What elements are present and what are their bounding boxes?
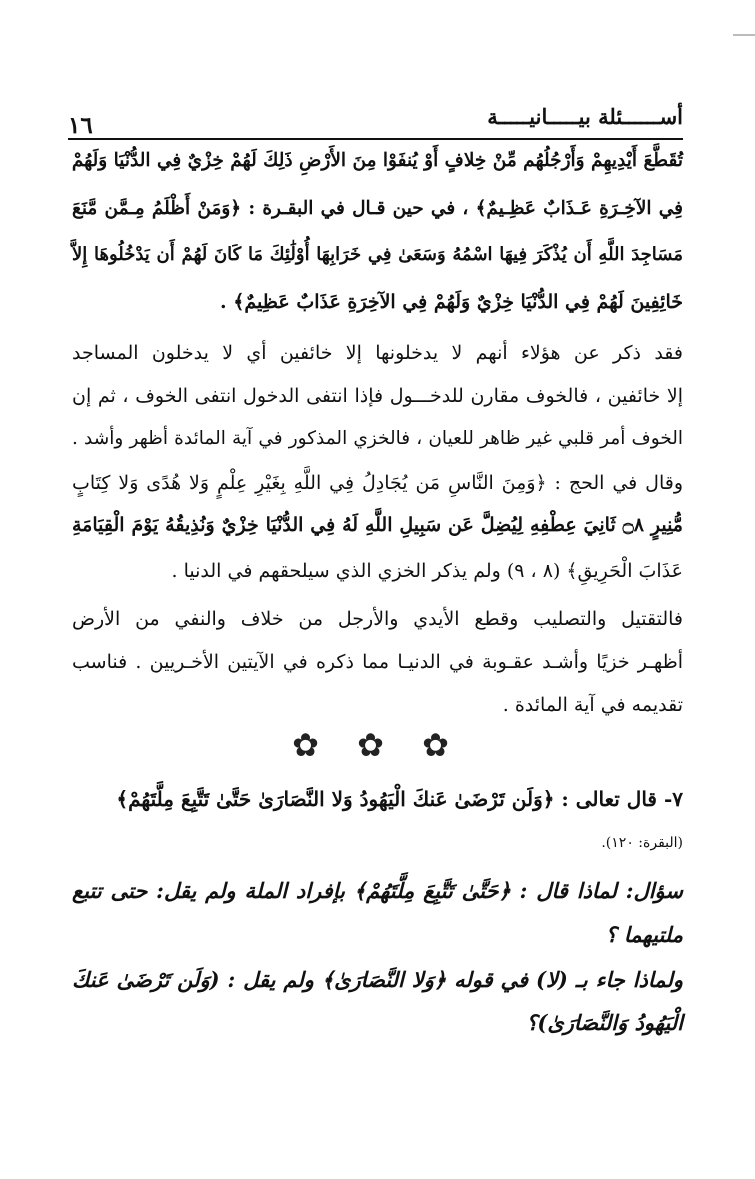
question-line: ملتيهما ؟ [605, 922, 683, 947]
header-rule [68, 138, 683, 140]
text-line: خَائِفِينَ لَهُمْ فِي الدُّنْيَا خِزْيٌ وَلَهُمْ فِي الآخِرَةِ عَذَابٌ عَظِيمٌ﴾ . [220, 291, 683, 313]
text-line: عَذَابَ الْحَرِيقِ﴾ (٨ ، ٩) ولم يذكر الخزي الذي سيلحقهم في الدنيا . [171, 560, 683, 582]
question-line: ولماذا جاء بـ (لا) في قوله ﴿وَلا النَّصَارَىٰ﴾ ولم يقل : (وَلَن تَرْضَىٰ عَنكَ [72, 967, 683, 992]
text-line: وقال في الحج : ﴿وَمِنَ النَّاسِ مَن يُجَادِلُ فِي اللَّهِ بِغَيْرِ عِلْمٍ وَلا هُدًى وَلا كِتَابٍ [72, 472, 683, 494]
text-line: مَسَاجِدَ اللَّهِ أَن يُذْكَرَ فِيهَا اسْمُهُ وَسَعَىٰ فِي خَرَابِهَا أُوْلَٰئِكَ مَا كَانَ لَهُمْ أَن يَدْخُلُوهَا إِلاَّ [72, 244, 683, 265]
section-divider-ornament [0, 726, 755, 764]
flower-ornament-icon: ✿ [422, 726, 463, 764]
text-line: مُّنِيرٍ ۝٨ ثَانِيَ عِطْفِهِ لِيُضِلَّ عَن سَبِيلِ اللَّهِ لَهُ فِي الدُّنْيَا خِزْيٌ وَنُذِيقُهُ يَوْمَ الْقِيَامَةِ [72, 514, 683, 536]
text-line: فقد ذكر عن هؤلاء أنهم لا يدخلونها إلا خائفين أي لا يدخلون المساجد [72, 342, 683, 364]
verse-reference: (البقرة: ١٢٠). [601, 835, 683, 851]
flower-ornament-icon: ✿ [357, 726, 398, 764]
text-line: الخوف أمر قلبي غير ظاهر للعيان ، فالخزي المذكور في آية المائدة أظهر وأشد . [72, 428, 683, 449]
text-line: تقديمه في آية المائدة . [502, 694, 683, 716]
section-heading: ٧- قال تعالى : ﴿وَلَن تَرْضَىٰ عَنكَ الْيَهُودُ وَلا النَّصَارَىٰ حَتَّىٰ تَتَّبِعَ مِلَّتَهُمْ﴾ [116, 787, 683, 811]
flower-ornament-icon: ✿ [292, 726, 333, 764]
running-title: أســــــئلة بيـــــانيـــــة [487, 104, 683, 129]
question-line: الْيَهُودُ وَالنَّصَارَىٰ)؟ [526, 1010, 683, 1035]
text-line: إلا خائفين ، فالخوف مقارن للدخـــول فإذا انتفى الدخول انتفى الخوف ، ثم إن [72, 385, 683, 407]
text-line: أظهـر خزيًا وأشـد عقـوبة في الدنيـا مما ذكره في الآيتين الأخـريين . فناسب [72, 651, 683, 673]
text-line: فالتقتيل والتصليب وقطع الأيدي والأرجل من خلاف والنفي من الأرض [72, 608, 683, 630]
text-line: تُقَطَّعَ أَيْدِيهِمْ وَأَرْجُلُهُم مِّنْ خِلافٍ أَوْ يُنفَوْا مِنَ الأَرْضِ ذَلِكَ لَهُمْ خِزْيٌ فِي الدُّنْيَا وَلَهُمْ [71, 150, 683, 171]
question-line: سؤال: لماذا قال : ﴿حَتَّىٰ تَتَّبِعَ مِلَّتَهُمْ﴾ بإفراد الملة ولم يقل: حتى تتبع [72, 878, 683, 903]
text-line: فِي الآخِـرَةِ عَـذَابٌ عَظِـيمٌ﴾ ، في حين قـال في البقـرة : ﴿وَمَنْ أَظْلَمُ مِـمَّن مَّنَعَ [72, 198, 683, 219]
page-number: ١٦ [68, 112, 93, 139]
page-edge-mark [733, 34, 755, 36]
